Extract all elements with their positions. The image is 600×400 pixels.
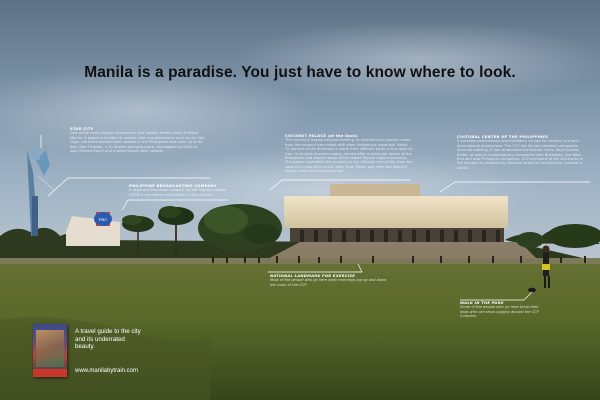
callout-coconut-palace	[285, 134, 413, 174]
callout-body: One of the most popular amusement and holiday theme parks in Metro Manila, it boasts a number of unique rides and attractions such as the Star Flyer, the first inverted roller coaster in the Philippines that rises up to 90 feet (Star Frisbee), a 70 degree swinging place, the biggest ice slide in Asia (Dream Zone) and a water-based roller coaster.	[70, 131, 205, 154]
callout-body: A radio and television network. Its AM flagship station DZRB is the oldest radio station in the country.	[129, 188, 226, 197]
callout-landmark	[270, 274, 390, 287]
callout-pbc	[129, 184, 229, 197]
callout-title: PHILIPPINE BROADCASTING COMPANY	[129, 183, 217, 188]
cloud	[230, 20, 600, 100]
headline: Manila is a paradise. You just have to know where to look.	[84, 64, 516, 81]
callout-body: The country's largest coconut building, an architectural wonder made from the coconut tree mixed with other indigenous materials. About 70 percent of the structure is made from different parts of the coconut tree. It consists of seven rooms, named after a particular region of the Philippines and depicts some of the fabled Filipino regions products. The palace resembles the coconut as the ultimate tree of life, from the coconut's roots to its trunk, bark, fruit, flower and even the palace's design, form and ornamentation.	[285, 138, 413, 174]
svg-text:PBC: PBC	[98, 217, 108, 222]
callout-ccp	[457, 135, 585, 170]
tree	[516, 232, 544, 248]
dog	[528, 288, 536, 292]
cover-photo	[36, 330, 64, 367]
callout-title: STAR CITY	[70, 126, 94, 131]
callout-title: COCONUT PALACE (at the back)	[285, 133, 358, 138]
guide-tagline: A travel guide to the city and its underrated beauty.	[75, 328, 141, 351]
callout-body: Some of the people who go here bring their dogs who can show jogging around the CCP Complex.	[460, 305, 539, 319]
callout-body: It provides performance and exhibition venues for various local and international productions. The CCP has its own resident companies. Since its opening, it has showcased the Bolshoi, Kirov, Royal Danish Ballet, as well as contemporary companies from Broadway, the West End and also Philippine companies. CCP and some of the structures in the complex is designed by National Artist for Architecture Leandro V. Locsin.	[457, 139, 584, 170]
guide-book-cover	[33, 324, 67, 377]
callout-body: Most of the people who go here early mornings jog up and down the ramp of the CCP.	[270, 278, 387, 287]
callout-star-city	[70, 127, 205, 153]
callout-title: WALK IN THE PARK	[460, 300, 504, 305]
cover-band	[33, 369, 67, 377]
callout-title: NATIONAL LANDMARK FOR EXERCISE	[270, 273, 356, 278]
callout-walk-in-park	[460, 301, 540, 319]
tree	[198, 204, 282, 252]
website-link[interactable]: www.manilabytrain.com	[75, 368, 139, 374]
callout-title: CULTURAL CENTER OF THE PHILIPPINES	[457, 134, 549, 139]
